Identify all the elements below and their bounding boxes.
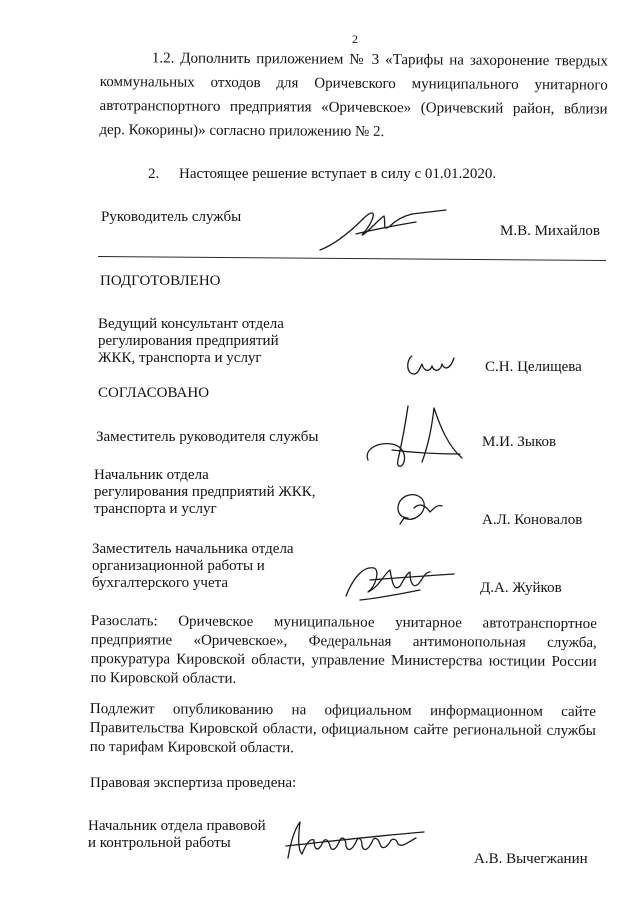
legal-review-note: Правовая экспертиза проведена: <box>90 775 297 791</box>
signer-3-title-line-3: бухгалтерского учета <box>92 575 229 591</box>
head-name: М.В. Михайлов <box>500 223 601 239</box>
distribution-list: Разослать: Оричевское муниципальное унитарное автотранспортное предприятие «Оричевское», Федеральная антимонопольная служба, прокуратура Кировской области, управление Министерства юстиции России по Кировской области. <box>90 613 597 687</box>
signer-2-title-line-1: Начальник отдела <box>94 467 209 483</box>
publication-note: Подлежит опубликованию на официальном информационном сайте Правительства Кировской области, официальном сайте региональной службы по тарифам Кировской области. <box>89 701 596 757</box>
amendment-item-1-2: 1.2. Дополнить приложением № 3 «Тарифы на захоронение твердых коммунальных отходов для Оричевского муниципального унитарного автотранспортного предприятия «Оричевское» (Оричевский район, вблизи дер. Кокорины)» согласно приложению № 2. <box>99 50 608 140</box>
signer-2-signature <box>390 488 446 528</box>
signer-3-signature <box>340 556 458 606</box>
prepared-signature <box>404 350 462 380</box>
signer-1-name: М.И. Зыков <box>482 434 557 450</box>
legal-title-line-2: и контрольной работы <box>88 835 231 851</box>
divider-line <box>98 256 606 261</box>
signer-1-title: Заместитель руководителя службы <box>96 429 319 445</box>
signer-2-name: А.Л. Коновалов <box>482 512 583 528</box>
signer-1-signature <box>362 402 472 474</box>
legal-signature <box>284 816 434 866</box>
prepared-name: С.Н. Целищева <box>485 359 582 375</box>
prepared-title-line-1: Ведущий консультант отдела <box>98 316 284 332</box>
prepared-heading: ПОДГОТОВЛЕНО <box>100 273 221 289</box>
head-title: Руководитель службы <box>101 209 242 225</box>
legal-name: А.В. Вычегжанин <box>474 851 588 867</box>
page-number: 2 <box>352 32 358 46</box>
signer-3-title-line-1: Заместитель начальника отдела <box>92 541 294 557</box>
amendment-item-2-text: Настоящее решение вступает в силу с 01.01.2020. <box>179 166 497 182</box>
amendment-item-2-number: 2. <box>148 166 160 182</box>
prepared-title-line-2: регулирования предприятий <box>98 333 279 349</box>
prepared-title-line-3: ЖКК, транспорта и услуг <box>98 350 262 366</box>
head-signature <box>312 204 452 254</box>
approved-heading: СОГЛАСОВАНО <box>98 385 210 401</box>
signer-2-title-line-2: регулирования предприятий ЖКК, <box>94 484 316 500</box>
signer-2-title-line-3: транспорта и услуг <box>94 501 217 517</box>
signer-3-name: Д.А. Жуйков <box>480 580 562 596</box>
legal-title-line-1: Начальник отдела правовой <box>88 818 266 834</box>
signer-3-title-line-2: организационной работы и <box>92 558 265 574</box>
